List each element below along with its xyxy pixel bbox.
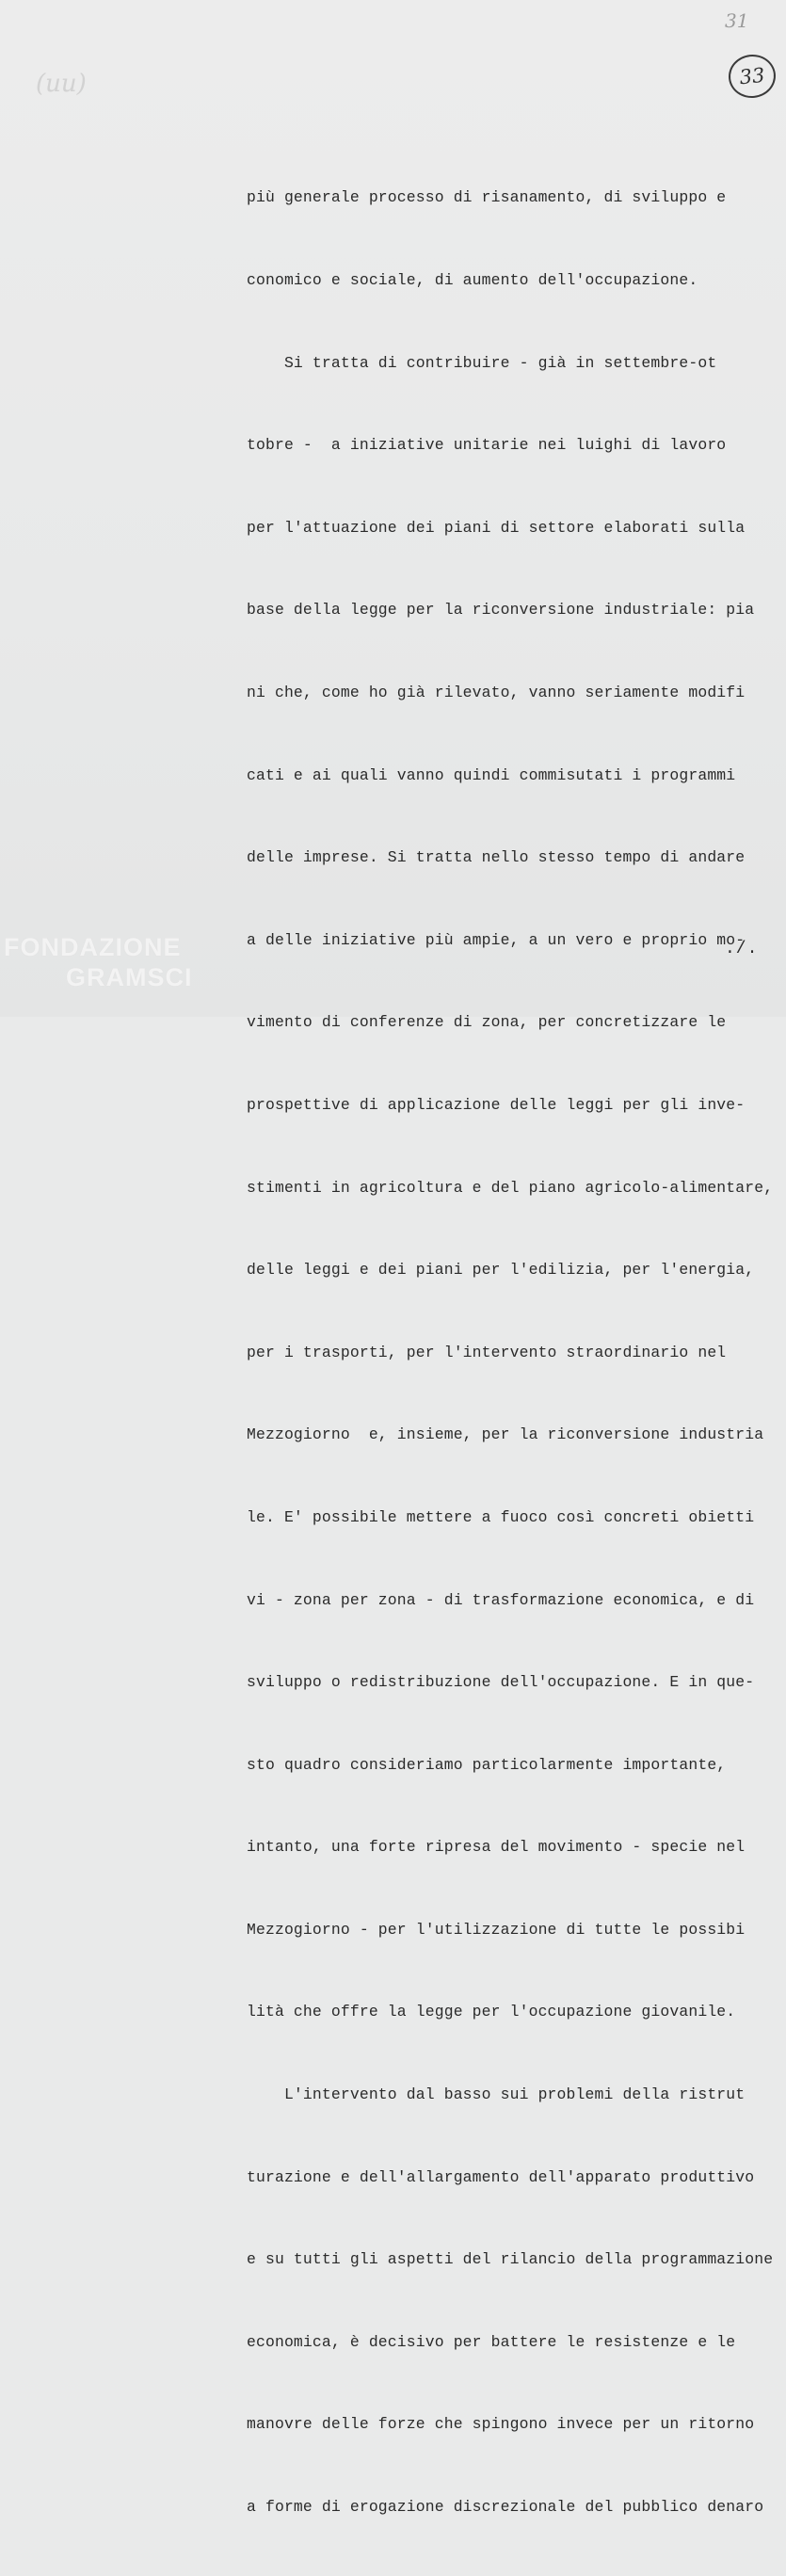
body-line: per i trasporti, per l'intervento straordinario nel bbox=[247, 1343, 727, 1361]
archive-watermark bbox=[4, 932, 193, 992]
body-line: conomico e sociale, di aumento dell'occupazione. bbox=[247, 271, 698, 289]
body-line: stimenti in agricoltura e del piano agricolo-alimentare, bbox=[247, 1178, 774, 1197]
circled-page-number-text: 33 bbox=[738, 63, 766, 89]
body-line: e su tutti gli aspetti del rilancio della programmazione bbox=[247, 2250, 774, 2269]
pencil-page-number: 31 bbox=[725, 9, 749, 32]
body-line: a forme di erogazione discrezionale del pubblico denaro bbox=[247, 2498, 764, 2517]
body-line: base della legge per la riconversione industriale: pia bbox=[247, 601, 755, 620]
body-line: vi - zona per zona - di trasformazione economica, e di bbox=[247, 1590, 755, 1609]
body-line: Mezzogiorno e, insieme, per la riconversione industria bbox=[247, 1425, 764, 1444]
body-line: sto quadro consideriamo particolarmente importante, bbox=[247, 1755, 727, 1774]
body-line: intanto, una forte ripresa del movimento - specie nel bbox=[247, 1838, 746, 1857]
faint-pencil-mark: (uu) bbox=[36, 70, 87, 98]
body-line: ni che, come ho già rilevato, vanno seriamente modifi bbox=[247, 683, 746, 701]
body-line: manovre delle forze che spingono invece per un ritorno bbox=[247, 2415, 755, 2434]
continuation-mark: ./. bbox=[725, 940, 759, 958]
body-line: tobre - a iniziative unitarie nei luighi di lavoro bbox=[247, 436, 727, 455]
body-line: a delle iniziative più ampie, a un vero e proprio mo- bbox=[247, 930, 746, 949]
body-line: Si tratta di contribuire - già in settembre-ot bbox=[247, 353, 717, 372]
body-line: Mezzogiorno - per l'utilizzazione di tutte le possibi bbox=[247, 1920, 746, 1939]
body-line: per l'attuazione dei piani di settore elaborati sulla bbox=[247, 518, 746, 537]
body-line: cati e ai quali vanno quindi commisutati i programmi bbox=[247, 765, 736, 784]
body-line: più generale processo di risanamento, di sviluppo e bbox=[247, 188, 727, 207]
body-line: sviluppo o redistribuzione dell'occupazione. E in que- bbox=[247, 1673, 755, 1692]
body-line: le. E' possibile mettere a fuoco così concreti obietti bbox=[247, 1507, 755, 1526]
body-line: L'intervento dal basso sui problemi della ristrut bbox=[247, 2085, 746, 2104]
watermark-line-2: GRAMSCI bbox=[66, 963, 193, 991]
circled-page-number bbox=[727, 53, 778, 101]
body-line: delle imprese. Si tratta nello stesso tempo di andare bbox=[247, 848, 746, 867]
body-line: lità che offre la legge per l'occupazione giovanile. bbox=[247, 2003, 736, 2021]
body-line: turazione e dell'allargamento dell'apparato produttivo bbox=[247, 2167, 755, 2186]
body-line: economica, è decisivo per battere le resistenze e le bbox=[247, 2332, 736, 2351]
watermark-line-1: FONDAZIONE bbox=[4, 933, 182, 961]
body-line: delle leggi e dei piani per l'edilizia, per l'energia, bbox=[247, 1261, 755, 1280]
typewritten-body bbox=[247, 129, 774, 2576]
body-line: prospettive di applicazione delle leggi per gli inve- bbox=[247, 1095, 746, 1114]
body-line: vimento di conferenze di zona, per concretizzare le bbox=[247, 1013, 727, 1032]
